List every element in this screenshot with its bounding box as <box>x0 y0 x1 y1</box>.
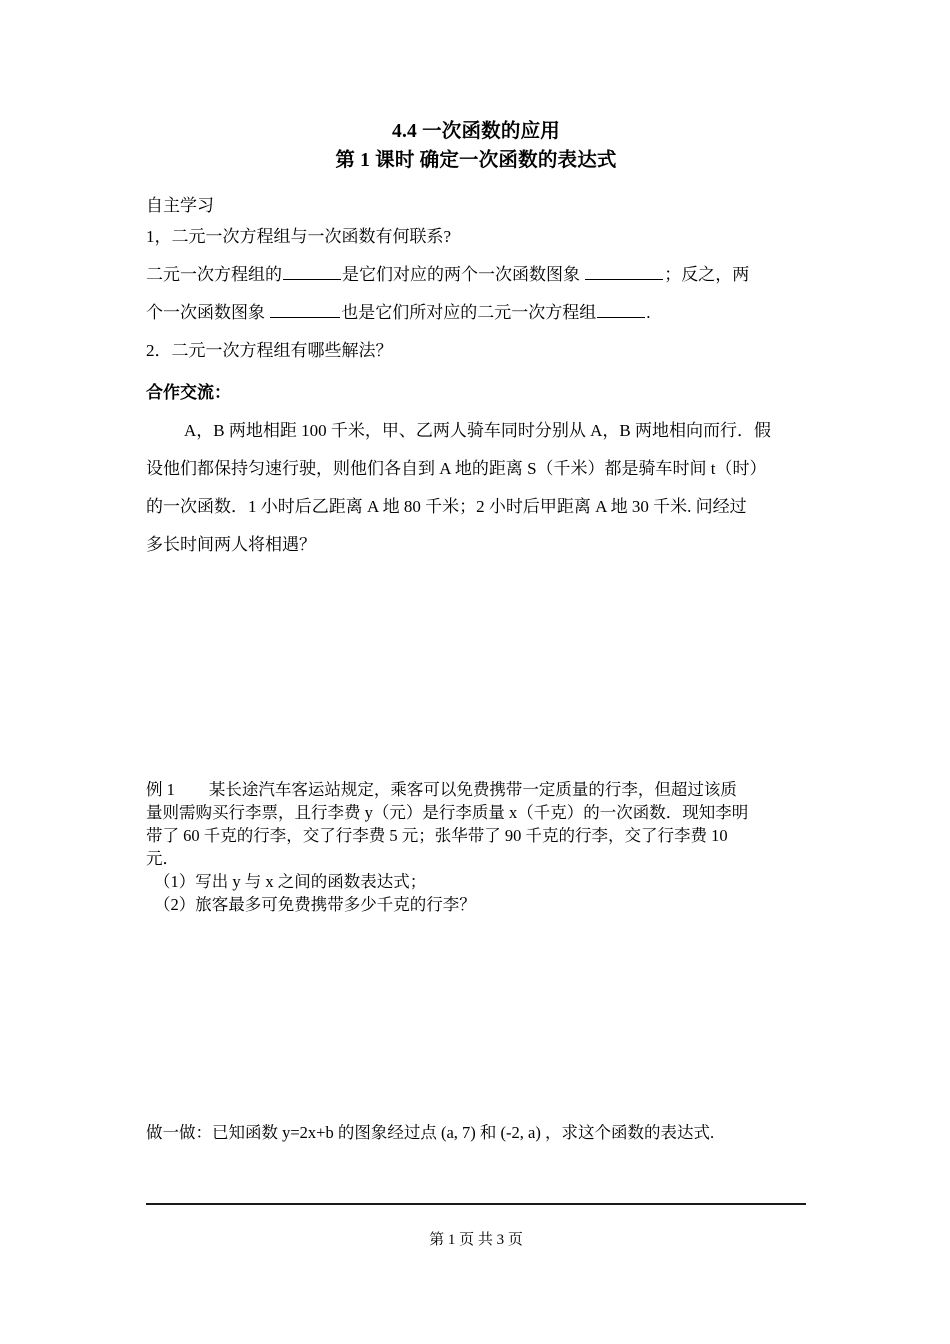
cooperation-line-2: 设他们都保持匀速行驶，则他们各自到 A 地的距离 S（千米）都是骑车时间 t（时） <box>146 459 767 478</box>
example-line-4: 元． <box>146 849 179 868</box>
title-line-2: 第 1 课时 确定一次函数的表达式 <box>335 150 617 171</box>
cooperation-heading: 合作交流： <box>146 383 231 402</box>
example-line-2: 量则需购买行李票，且行李费 y（元）是行李质量 x（千克）的一次函数．现知李明 <box>146 803 749 822</box>
fill-in-text-6: . <box>646 303 651 322</box>
fill-in-text-4: 个一次函数图象 <box>146 303 265 322</box>
fill-in-text-5: 也是它们所对应的二元一次方程组 <box>341 303 597 322</box>
cooperation-line-1: A，B 两地相距 100 千米，甲、乙两人骑车同时分别从 A，B 两地相向而行．假 <box>184 421 771 440</box>
fill-in-text-2: 是它们对应的两个一次函数图象 <box>342 265 580 284</box>
example-sub-question-2: （2）旅客最多可免费携带多少千克的行李？ <box>154 895 476 914</box>
example-line-1 <box>146 778 806 801</box>
page-title <box>146 118 806 174</box>
example-block <box>146 778 806 870</box>
example-line-3: 带了 60 千克的行李，交了行李费 5 元；张华带了 90 千克的行李，交了行李费 10 <box>146 826 728 845</box>
self-study-fill-in-block <box>146 256 806 332</box>
cooperation-problem <box>146 412 806 564</box>
footer-page-number: 第 1 页 共 3 页 <box>429 1232 523 1248</box>
fill-in-row-1 <box>146 256 806 294</box>
self-study-question-1: 1，二元一次方程组与一次函数有何联系? <box>146 227 452 246</box>
fill-in-blank-4[interactable] <box>597 301 645 318</box>
fill-in-text-3: ；反之，两 <box>664 265 750 284</box>
page-content <box>146 0 806 1144</box>
example-sub-questions <box>146 870 806 916</box>
cooperation-line-3: 的一次函数．1 小时后乙距离 A 地 80 千米；2 小时后甲距离 A 地 30 千米. 问经过 <box>146 497 747 516</box>
self-study-heading: 自主学习 <box>146 196 214 215</box>
fill-in-text-1: 二元一次方程组的 <box>146 265 282 284</box>
fill-in-blank-3[interactable] <box>270 301 340 318</box>
cooperation-line-4: 多长时间两人将相遇？ <box>146 535 316 554</box>
fill-in-row-2 <box>146 294 806 332</box>
self-study-question-2: 2．二元一次方程组有哪些解法？ <box>146 341 393 360</box>
example-label: 例 1 <box>146 780 175 799</box>
fill-in-blank-1[interactable] <box>283 263 341 280</box>
example-text-1: 某长途汽车客运站规定，乘客可以免费携带一定质量的行李，但超过该质 <box>208 780 737 799</box>
fill-in-blank-2[interactable] <box>585 263 663 280</box>
example-sub-question-1: （1）写出 y 与 x 之间的函数表达式； <box>154 872 427 891</box>
do-it-exercise: 做一做：已知函数 y=2x+b 的图象经过点 (a, 7) 和 (-2, a) ，求这个函数的表达式. <box>146 1123 715 1142</box>
footer-divider <box>146 1203 806 1205</box>
title-line-1: 4.4 一次函数的应用 <box>392 121 560 142</box>
